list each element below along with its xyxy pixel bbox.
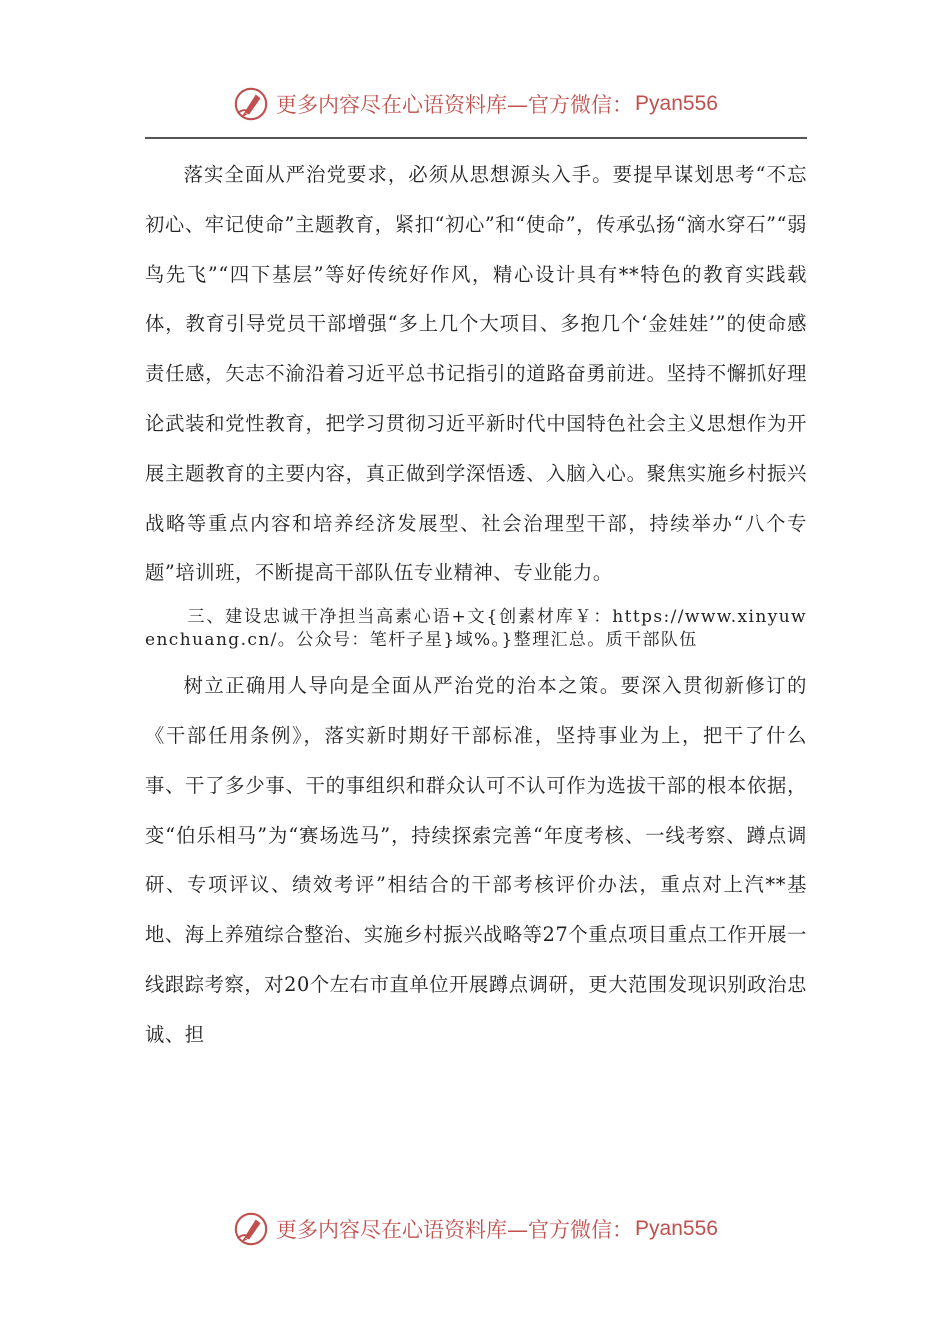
- footer-banner: [0, 1207, 950, 1251]
- pen-nib-logo-icon: [232, 1210, 270, 1248]
- pen-nib-logo-icon: [232, 85, 270, 123]
- wechat-id: Pyan556: [635, 92, 718, 115]
- banner-text: 更多内容尽在心语资料库—官方微信：: [276, 1218, 634, 1242]
- header-banner: [0, 82, 950, 126]
- body-paragraph: 落实全面从严治党要求，必须从思想源头入手。要提早谋划思考“不忘初心、牢记使命”主题教育，紧扣“初心”和“使命”，传承弘扬“滴水穿石”“弱鸟先飞”“四下基层”等好传统好作风，精心设计具有**特色的教育实践载体，教育引导党员干部增强“多上几个大项目、多抱几个‘金娃娃’”的使命感责任感，矢志不渝沿着习近平总书记指引的道路奋勇前进。坚持不懈抓好理论武装和党性教育，把学习贯彻习近平新时代中国特色社会主义思想作为开展主题教育的主要内容，真正做到学深悟透、入脑入心。聚焦实施乡村振兴战略等重点内容和培养经济发展型、社会治理型干部，持续举办“八个专题”培训班，不断提高干部队伍专业精神、专业能力。: [145, 163, 807, 585]
- section-heading: 三、建设忠诚干净担当高素心语+文{创素材库￥：https://www.xinyuwenchuang.cn/。公众号：笔杆子星}域%。}整理汇总。质干部队伍: [145, 607, 807, 651]
- banner-text: 更多内容尽在心语资料库—官方微信：: [276, 93, 634, 117]
- document-body: [145, 150, 807, 1060]
- body-paragraph: 树立正确用人导向是全面从严治党的治本之策。要深入贯彻新修订的《干部任用条例》，落实新时期好干部标准，坚持事业为上，把干了什么事、干了多少事、干的事组织和群众认可不认可作为选拔干部的根本依据，变“伯乐相马”为“赛场选马”，持续探索完善“年度考核、一线考察、蹲点调研、专项评议、绩效考评”相结合的干部考核评价办法，重点对上汽**基地、海上养殖综合整治、实施乡村振兴战略等27个重点项目重点工作开展一线跟踪考察，对20个左右市直单位开展蹲点调研，更大范围发现识别政治忠诚、担: [145, 674, 807, 1046]
- header-divider: [145, 137, 807, 139]
- wechat-id: Pyan556: [635, 1217, 718, 1240]
